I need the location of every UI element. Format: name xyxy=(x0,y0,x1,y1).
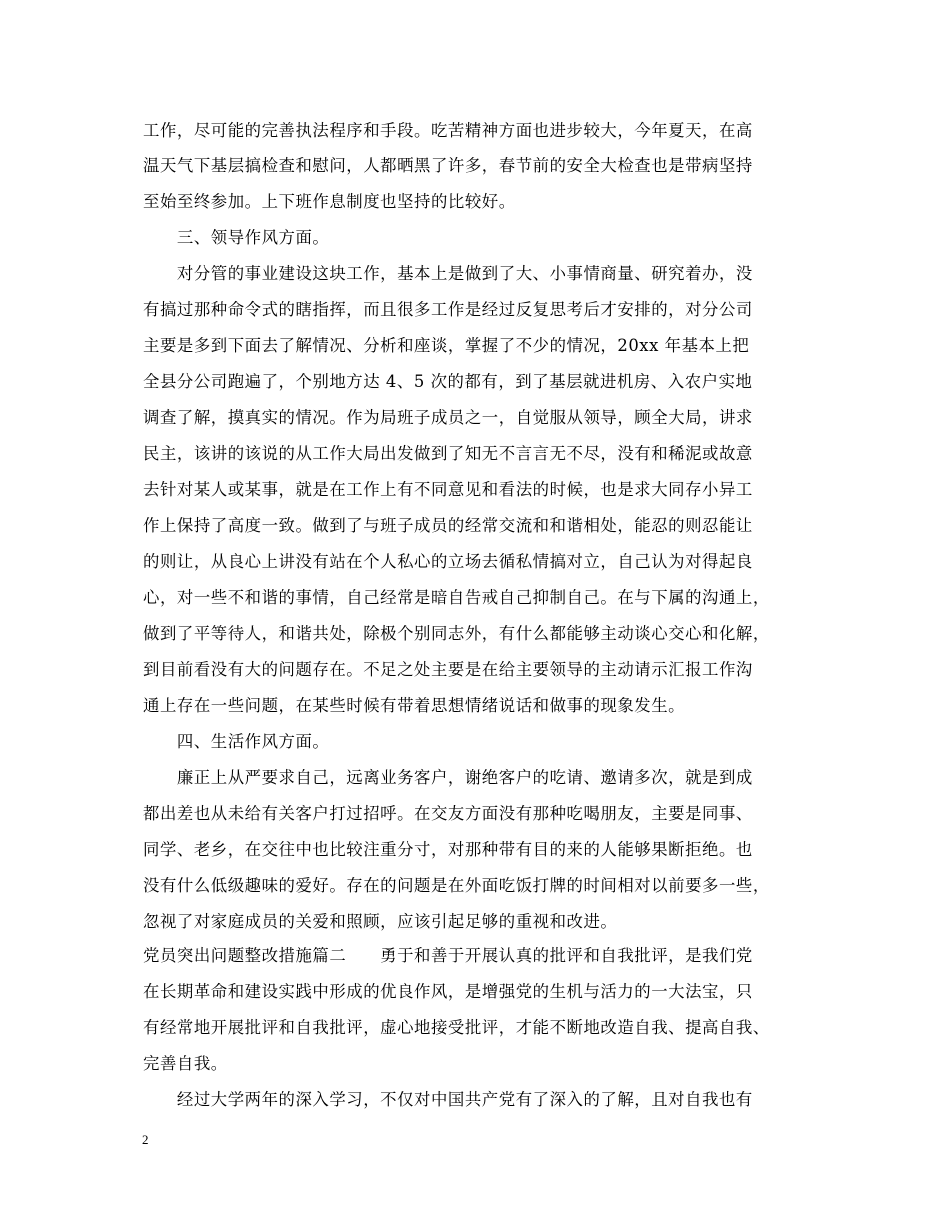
text-line: 都出差也从未给有关客户打过招呼。在交友方面没有那种吃喝朋友，主要是同事、 xyxy=(143,804,753,823)
text-line: 工作，尽可能的完善执法程序和手段。吃苦精神方面也进步较大，今年夏天，在高 xyxy=(143,121,753,140)
text-line: 有经常地开展批评和自我批评，虚心地接受批评，才能不断地改造自我、提高自我、 xyxy=(143,1018,770,1037)
section-heading: 三、领导作风方面。 xyxy=(143,228,330,247)
text-line: 没有什么低级趣味的爱好。存在的问题是在外面吃饭打牌的时间相对以前要多一些， xyxy=(143,876,770,895)
text-line: 调查了解，摸真实的情况。作为局班子成员之一，自觉服从领导，顾全大局，讲求 xyxy=(143,408,753,427)
section-heading: 四、生活作风方面。 xyxy=(143,732,330,751)
text-line: 忽视了对家庭成员的关爱和照顾，应该引起足够的重视和改进。 xyxy=(143,912,618,931)
text-line: 作上保持了高度一致。做到了与班子成员的经常交流和和谐相处，能忍的则忍能让 xyxy=(143,516,753,535)
text-line: 去针对某人或某事，就是在工作上有不同意见和看法的时候，也是求大同存小异工 xyxy=(143,480,753,499)
text-line: 至始至终参加。上下班作息制度也坚持的比较好。 xyxy=(143,192,516,211)
text-line: 心，对一些不和谐的事情，自己经常是暗自告戒自己抑制自己。在与下属的沟通上， xyxy=(143,588,770,607)
text-line: 民主，该讲的该说的从工作大局出发做到了知无不言言无不尽，没有和稀泥或故意 xyxy=(143,444,753,463)
text-line: 完善自我。 xyxy=(143,1054,228,1073)
text-line: 廉正上从严要求自己，远离业务客户，谢绝客户的吃请、邀请多次，就是到成 xyxy=(143,768,753,787)
page-number: 2 xyxy=(142,1132,149,1147)
text-line: 通上存在一些问题，在某些时候有带着思想情绪说话和做事的现象发生。 xyxy=(143,696,686,715)
text-line: 党员突出问题整改措施篇二 勇于和善于开展认真的批评和自我批评，是我们党 xyxy=(143,946,753,965)
text-line: 到目前看没有大的问题存在。不足之处主要是在给主要领导的主动请示汇报工作沟 xyxy=(143,660,753,679)
text-line: 有搞过那种命令式的瞎指挥，而且很多工作是经过反复思考后才安排的，对分公司 xyxy=(143,300,753,319)
text-line: 同学、老乡，在交往中也比较注重分寸，对那种带有目的来的人能够果断拒绝。也 xyxy=(143,840,753,859)
text-line: 对分管的事业建设这块工作，基本上是做到了大、小事情商量、研究着办，没 xyxy=(143,264,753,283)
text-line: 经过大学两年的深入学习，不仅对中国共产党有了深入的了解，且对自我也有 xyxy=(143,1090,753,1109)
text-line: 在长期革命和建设实践中形成的优良作风，是增强党的生机与活力的一大法宝，只 xyxy=(143,982,753,1001)
text-line: 主要是多到下面去了解情况、分析和座谈，掌握了不少的情况，20xx 年基本上把 xyxy=(143,336,750,355)
text-line: 温天气下基层搞检查和慰问，人都晒黑了许多，春节前的安全大检查也是带病坚持 xyxy=(143,156,753,175)
text-line: 做到了平等待人，和谐共处，除极个别同志外，有什么都能够主动谈心交心和化解， xyxy=(143,624,770,643)
text-line: 的则让，从良心上讲没有站在个人私心的立场去循私情搞对立，自己认为对得起良 xyxy=(143,552,753,571)
text-line: 全县分公司跑遍了，个别地方达 4、5 次的都有，到了基层就进机房、入农户实地 xyxy=(143,372,753,391)
